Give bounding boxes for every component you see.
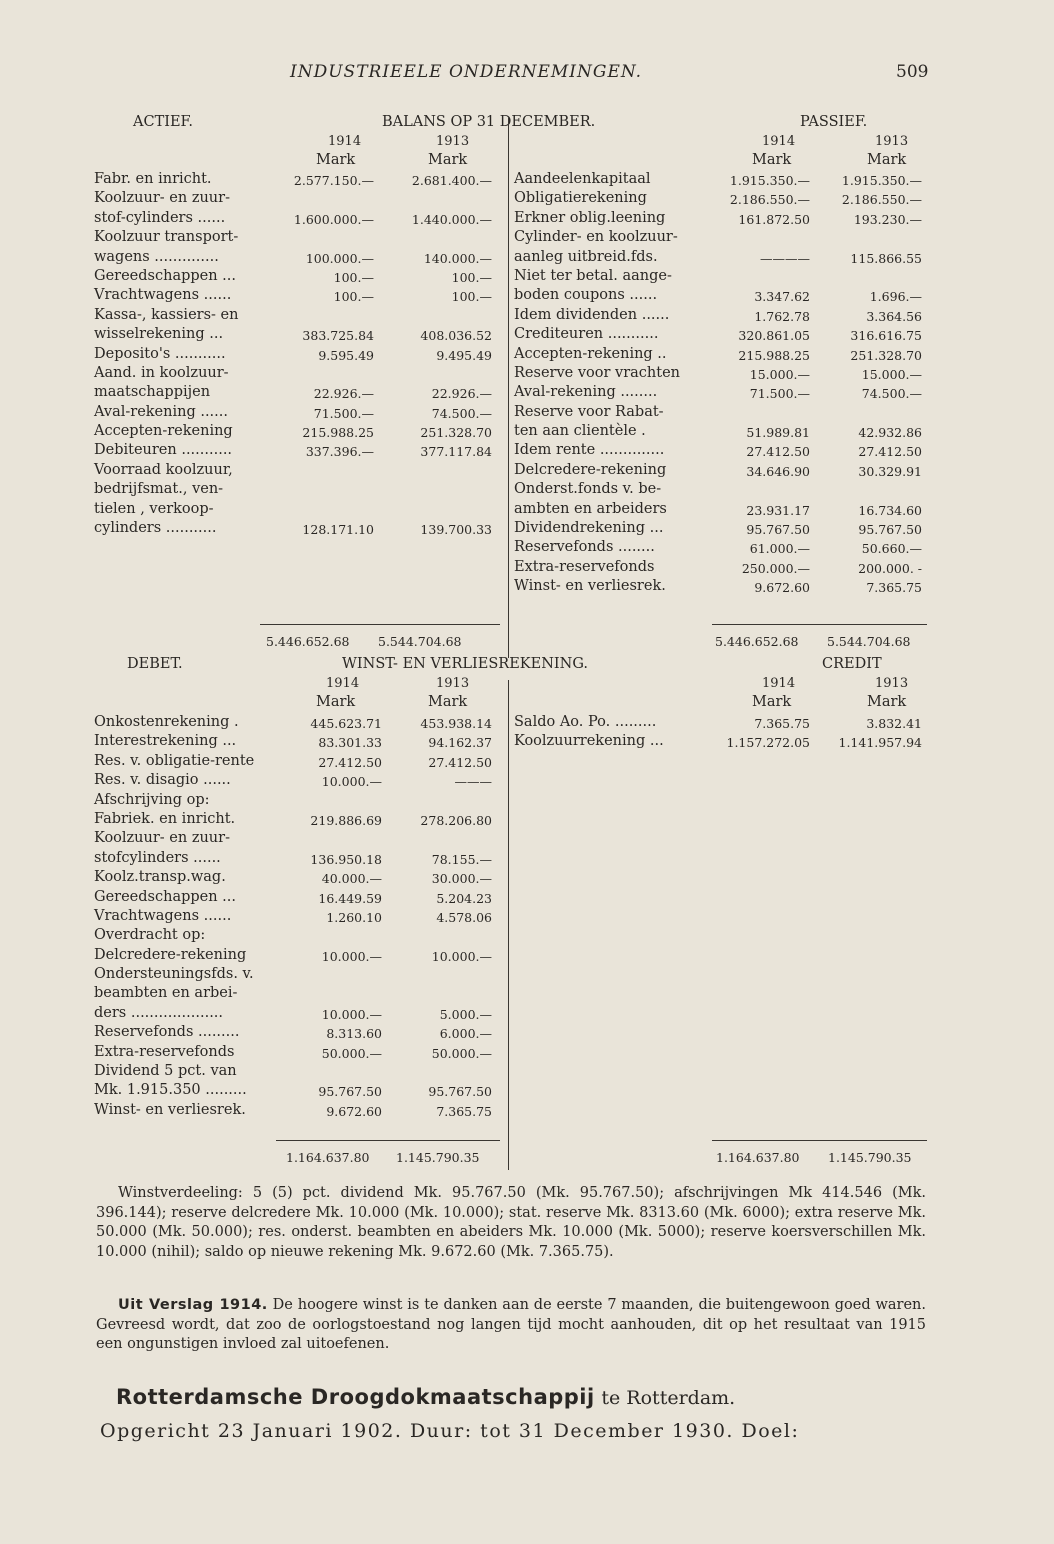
row-label: Koolzuur- en zuur- [94, 830, 230, 847]
row-label: Reserve voor Rabat- [514, 403, 664, 420]
table-row [514, 539, 924, 558]
table-row [94, 1005, 499, 1024]
debet-list [94, 714, 499, 1121]
row-value-1914: 136.950.18 [310, 851, 382, 867]
table-row [94, 249, 499, 268]
winstverdeeling-paragraph: Winstverdeeling: 5 (5) pct. dividend Mk. 95.767.50 (Mk. 95.767.50); afschrijvingen Mk 414.546 (Mk. 396.144); reserve delcredere Mk. 10.000 (Mk. 10.000); stat. reserve Mk. 8313.60 (Mk. 6000); extra reserve Mk. 50.000 (Mk. 50.000); res. onderst. beambten en abeiders Mk. 10.000 (Mk. 5000); reserve koersverschillen Mk. 10.000 (nihil); saldo op nieuwe rekening Mk. 9.672.60 (Mk. 7.365.75). [96, 1185, 926, 1260]
row-value-1913: 94.162.37 [428, 735, 492, 751]
table-row [94, 753, 499, 772]
table-row [514, 249, 924, 268]
company-founding-line: Opgericht 23 Januari 1902. Duur: tot 31 December 1930. Doel: [100, 1420, 800, 1442]
row-label: Mk. 1.915.350 ......... [94, 1082, 247, 1099]
debet-year-1914: 1914 [326, 676, 360, 691]
row-value-1914: 128.171.10 [302, 522, 374, 538]
table-row [514, 171, 924, 190]
row-value-1914: 100.— [333, 269, 374, 285]
row-label: stof-cylinders ...... [94, 209, 226, 226]
table-row [94, 442, 499, 461]
row-value-1913: 100.— [451, 269, 492, 285]
actief-unit-1913: Mark [428, 152, 468, 168]
row-value-1914: 95.767.50 [746, 522, 810, 538]
table-row [94, 501, 499, 520]
row-value-1914: 71.500.— [749, 386, 810, 402]
row-value-1913: 74.500.— [861, 386, 922, 402]
row-label: Reservefonds ........ [514, 539, 655, 556]
row-label: boden coupons ...... [514, 287, 658, 304]
table-row [94, 714, 499, 733]
row-value-1914: 100.000.— [305, 250, 374, 266]
credit-year-1913: 1913 [875, 676, 909, 691]
table-row [94, 462, 499, 481]
table-row [94, 520, 499, 539]
row-value-1914: 1.260.10 [326, 909, 382, 925]
table-row [514, 559, 924, 578]
balans-divider [508, 118, 509, 658]
table-row [94, 346, 499, 365]
row-label: Res. v. disagio ...... [94, 772, 231, 789]
row-value-1914: 9.672.60 [326, 1103, 382, 1119]
actief-heading: ACTIEF. [133, 114, 193, 130]
row-label: stofcylinders ...... [94, 849, 221, 866]
passief-heading: PASSIEF. [800, 114, 868, 130]
row-label: Aval-rekening ...... [94, 403, 228, 420]
row-label: Koolzuurrekening ... [514, 733, 664, 750]
row-value-1914: 320.861.05 [738, 328, 810, 344]
table-row [514, 481, 924, 500]
table-row [94, 733, 499, 752]
row-value-1913: 3.364.56 [866, 308, 922, 324]
row-value-1914: 3.347.62 [754, 289, 810, 305]
credit-unit-1914: Mark [752, 694, 792, 710]
row-value-1914: 95.767.50 [318, 1084, 382, 1100]
row-value-1913: 1.915.350.— [841, 173, 922, 188]
row-label: Koolzuur transport- [94, 229, 239, 246]
table-row [514, 578, 924, 597]
table-row [94, 927, 499, 946]
table-row [94, 1102, 499, 1121]
table-row [514, 229, 924, 248]
table-row [514, 287, 924, 306]
row-label: tielen , verkoop- [94, 500, 214, 517]
table-row [94, 792, 499, 811]
row-label: Kassa-, kassiers- en [94, 306, 239, 323]
actief-unit-1914: Mark [316, 152, 356, 168]
table-row [514, 190, 924, 209]
row-value-1914: 27.412.50 [318, 754, 382, 770]
row-value-1913: 2.186.550.— [841, 192, 922, 208]
row-value-1913: 6.000.— [439, 1026, 492, 1042]
row-value-1914: 2.186.550.— [729, 192, 810, 208]
row-value-1913: 453.938.14 [420, 716, 492, 731]
row-value-1913: 408.036.52 [420, 328, 492, 344]
table-row [94, 1024, 499, 1043]
row-value-1913: 27.412.50 [858, 444, 922, 460]
row-value-1914: ———— [760, 250, 810, 266]
row-label: bedrijfsmat., ven- [94, 481, 224, 498]
debet-unit-1913: Mark [428, 694, 468, 710]
passief-year-1914: 1914 [762, 134, 796, 149]
row-value-1913: 2.681.400.— [411, 173, 492, 188]
debet-total-1913: 1.145.790.35 [396, 1150, 480, 1165]
row-label: Koolzuur- en zuur- [94, 190, 230, 207]
actief-total-1913: 5.544.704.68 [378, 634, 462, 649]
table-row [94, 947, 499, 966]
row-value-1914: 9.595.49 [318, 347, 374, 363]
row-value-1914: 51.989.81 [746, 425, 810, 441]
row-label: ders .................... [94, 1004, 224, 1021]
row-value-1914: 50.000.— [321, 1045, 382, 1061]
table-row [94, 850, 499, 869]
table-row [94, 404, 499, 423]
row-value-1913: 30.329.91 [858, 463, 922, 479]
table-row [94, 171, 499, 190]
table-row [514, 268, 924, 287]
row-value-1913: 251.328.70 [420, 425, 492, 441]
row-label: Deposito's ........... [94, 345, 226, 362]
row-value-1913: 200.000. - [858, 560, 922, 576]
row-label: Winst- en verliesrek. [94, 1101, 246, 1118]
row-label: Aandeelenkapitaal [514, 171, 651, 187]
row-label: Onderst.fonds v. be- [514, 481, 662, 498]
verslag-text: De hoogere winst is te danken aan de eerste 7 maanden, die buitengewoon goed waren. Gevreesd wordt, dat zoo de oorlogstoestand nog langen tijd mocht aanhouden, dit op het resultaat van 1915 een ongunstigen invloed zal uitoefenen. [96, 1297, 926, 1352]
table-row [514, 462, 924, 481]
row-value-1914: 34.646.90 [746, 463, 810, 479]
table-row [94, 210, 499, 229]
row-value-1914: 1.762.78 [754, 308, 810, 324]
row-value-1913: 30.000.— [431, 871, 492, 887]
row-label: Reservefonds ......... [94, 1024, 240, 1041]
actief-list [94, 171, 499, 539]
row-label: Overdracht op: [94, 927, 206, 944]
row-label: cylinders ........... [94, 520, 217, 537]
row-value-1914: 10.000.— [321, 774, 382, 790]
company-place: te Rotterdam. [601, 1387, 736, 1409]
row-value-1913: 42.932.86 [858, 425, 922, 441]
company-name: Rotterdamsche Droogdokmaatschappij [116, 1385, 595, 1409]
company-line [116, 1385, 735, 1409]
row-value-1913: 16.734.60 [858, 502, 922, 518]
table-row [94, 1082, 499, 1101]
table-row [94, 1063, 499, 1082]
table-row [514, 714, 924, 733]
table-row [94, 423, 499, 442]
row-label: aanleg uitbreid.fds. [514, 248, 658, 265]
table-row [514, 326, 924, 345]
table-row [514, 520, 924, 539]
row-value-1913: 4.578.06 [436, 909, 492, 925]
table-row [514, 442, 924, 461]
row-value-1913: 50.000.— [431, 1045, 492, 1061]
debet-year-1913: 1913 [436, 676, 470, 691]
row-label: maatschappijen [94, 384, 211, 401]
row-value-1913: ——— [454, 774, 492, 790]
row-value-1914: 10.000.— [321, 948, 382, 964]
table-row [514, 346, 924, 365]
row-value-1914: 2.577.150.— [293, 173, 374, 188]
row-value-1914: 445.623.71 [310, 716, 382, 731]
row-value-1913: 1.440.000.— [411, 211, 492, 227]
row-value-1913: 100.— [451, 289, 492, 305]
actief-year-1914: 1914 [328, 134, 362, 149]
row-label: Obligatierekening [514, 190, 647, 207]
table-row [514, 384, 924, 403]
row-label: Fabriek. en inricht. [94, 810, 236, 827]
row-value-1913: 5.000.— [439, 1006, 492, 1022]
row-value-1913: 3.832.41 [866, 716, 922, 731]
row-value-1914: 383.725.84 [302, 328, 374, 344]
row-label: ambten en arbeiders [514, 500, 667, 517]
row-label: Dividendrekening ... [514, 520, 664, 537]
row-value-1914: 7.365.75 [754, 716, 810, 731]
actief-total-rule [260, 624, 500, 625]
wv-heading: WINST- EN VERLIESREKENING. [342, 656, 588, 672]
row-value-1914: 15.000.— [749, 366, 810, 382]
verslag-label: Uit Verslag 1914. [118, 1297, 268, 1313]
row-label: beambten en arbei- [94, 985, 238, 1002]
row-label: Aval-rekening ........ [514, 384, 658, 401]
row-label: Aand. in koolzuur- [94, 364, 229, 381]
row-label: Res. v. obligatie-rente [94, 752, 255, 769]
row-value-1913: 139.700.33 [420, 522, 492, 538]
balans-heading: BALANS OP 31 DECEMBER. [382, 114, 596, 130]
row-label: Extra-reservefonds [514, 558, 655, 575]
page-number: 509 [896, 62, 929, 82]
row-label: Crediteuren ........... [514, 326, 659, 343]
row-value-1914: 9.672.60 [754, 580, 810, 596]
row-value-1913: 377.117.84 [420, 444, 492, 460]
row-label: Idem dividenden ...... [514, 306, 670, 323]
row-label: Fabr. en inricht. [94, 171, 212, 187]
credit-total-1914: 1.164.637.80 [716, 1150, 800, 1165]
row-value-1913: 95.767.50 [428, 1084, 492, 1100]
table-row [94, 985, 499, 1004]
row-value-1913: 278.206.80 [420, 812, 492, 828]
row-value-1914: 1.157.272.05 [726, 735, 810, 751]
actief-year-1913: 1913 [436, 134, 470, 149]
passief-total-rule [712, 624, 927, 625]
table-row [514, 307, 924, 326]
row-value-1913: 9.495.49 [436, 347, 492, 363]
row-label: Dividend 5 pct. van [94, 1063, 237, 1080]
row-value-1914: 100.— [333, 289, 374, 305]
row-value-1913: 1.696.— [869, 289, 922, 305]
row-value-1914: 250.000.— [741, 560, 810, 576]
credit-heading: CREDIT [822, 656, 882, 672]
passief-list [514, 171, 924, 598]
passief-unit-1914: Mark [752, 152, 792, 168]
row-label: Reserve voor vrachten [514, 364, 680, 381]
row-label: Debiteuren ........... [94, 442, 233, 459]
row-label: Erkner oblig.leening [514, 209, 666, 226]
verslag-paragraph [96, 1296, 926, 1355]
credit-year-1914: 1914 [762, 676, 796, 691]
row-value-1913: 27.412.50 [428, 754, 492, 770]
table-row [514, 501, 924, 520]
row-value-1913: 10.000.— [431, 948, 492, 964]
row-label: Onkostenrekening . [94, 714, 239, 730]
row-value-1914: 161.872.50 [738, 211, 810, 227]
row-value-1914: 16.449.59 [318, 890, 382, 906]
row-label: Winst- en verliesrek. [514, 578, 666, 595]
table-row [94, 908, 499, 927]
row-label: Cylinder- en koolzuur- [514, 229, 678, 246]
row-value-1913: 78.155.— [431, 851, 492, 867]
table-row [514, 210, 924, 229]
passief-unit-1913: Mark [867, 152, 907, 168]
credit-list [514, 714, 924, 753]
row-value-1913: 15.000.— [861, 366, 922, 382]
row-label: Afschrijving op: [94, 791, 210, 808]
row-value-1913: 251.328.70 [850, 347, 922, 363]
actief-total-1914: 5.446.652.68 [266, 634, 350, 649]
table-row [94, 307, 499, 326]
passief-total-1914: 5.446.652.68 [715, 634, 799, 649]
row-value-1913: 193.230.— [853, 211, 922, 227]
debet-unit-1914: Mark [316, 694, 356, 710]
row-value-1913: 50.660.— [861, 541, 922, 557]
running-header: INDUSTRIEELE ONDERNEMINGEN. [290, 62, 643, 82]
debet-heading: DEBET. [127, 656, 183, 672]
row-label: Vrachtwagens ...... [94, 907, 232, 924]
row-value-1914: 23.931.17 [746, 502, 810, 518]
row-value-1914: 1.915.350.— [729, 173, 810, 188]
table-row [94, 190, 499, 209]
table-row [94, 772, 499, 791]
table-row [94, 811, 499, 830]
table-row [94, 326, 499, 345]
wv-divider [508, 680, 509, 1170]
table-row [94, 1044, 499, 1063]
row-value-1914: 215.988.25 [738, 347, 810, 363]
row-value-1914: 83.301.33 [318, 735, 382, 751]
row-value-1914: 27.412.50 [746, 444, 810, 460]
row-value-1913: 74.500.— [431, 405, 492, 421]
row-value-1914: 71.500.— [313, 405, 374, 421]
row-label: Vrachtwagens ...... [94, 287, 232, 304]
credit-total-rule [712, 1140, 927, 1141]
table-row [514, 404, 924, 423]
row-value-1913: 5.204.23 [436, 890, 492, 906]
row-value-1914: 61.000.— [749, 541, 810, 557]
row-label: wisselrekening ... [94, 326, 224, 343]
table-row [94, 384, 499, 403]
row-label: Extra-reservefonds [94, 1043, 235, 1060]
row-value-1913: 22.926.— [431, 386, 492, 402]
table-row [94, 365, 499, 384]
row-label: Gereedschappen ... [94, 888, 237, 905]
row-value-1913: 1.141.957.94 [838, 735, 922, 751]
row-label: Niet ter betal. aange- [514, 267, 672, 284]
row-value-1913: 7.365.75 [436, 1103, 492, 1119]
table-row [514, 733, 924, 752]
row-value-1914: 337.396.— [305, 444, 374, 460]
row-label: Gereedschappen ... [94, 267, 237, 284]
table-row [94, 966, 499, 985]
debet-total-1914: 1.164.637.80 [286, 1150, 370, 1165]
table-row [514, 365, 924, 384]
table-row [514, 423, 924, 442]
table-row [94, 830, 499, 849]
row-label: Idem rente .............. [514, 442, 665, 459]
row-label: Accepten-rekening .. [514, 345, 667, 362]
table-row [94, 869, 499, 888]
passief-year-1913: 1913 [875, 134, 909, 149]
row-value-1913: 7.365.75 [866, 580, 922, 596]
row-label: Delcredere-rekening [514, 461, 667, 478]
row-value-1913: 140.000.— [423, 250, 492, 266]
table-row [94, 268, 499, 287]
row-value-1914: 10.000.— [321, 1006, 382, 1022]
row-label: Voorraad koolzuur, [94, 461, 233, 478]
row-label: Koolz.transp.wag. [94, 869, 226, 886]
table-row [94, 481, 499, 500]
table-row [94, 229, 499, 248]
row-value-1914: 8.313.60 [326, 1026, 382, 1042]
row-value-1914: 215.988.25 [302, 425, 374, 441]
row-value-1914: 22.926.— [313, 386, 374, 402]
row-value-1913: 316.616.75 [850, 328, 922, 344]
row-value-1914: 1.600.000.— [293, 211, 374, 227]
credit-total-1913: 1.145.790.35 [828, 1150, 912, 1165]
row-label: Saldo Ao. Po. ......... [514, 714, 657, 730]
row-value-1913: 95.767.50 [858, 522, 922, 538]
table-row [94, 287, 499, 306]
row-label: Accepten-rekening [94, 423, 233, 440]
row-value-1914: 219.886.69 [310, 812, 382, 828]
row-label: Ondersteuningsfds. v. [94, 966, 254, 983]
debet-total-rule [276, 1140, 500, 1141]
row-label: wagens .............. [94, 248, 219, 265]
credit-unit-1913: Mark [867, 694, 907, 710]
row-label: Interestrekening ... [94, 733, 237, 750]
row-value-1914: 40.000.— [321, 871, 382, 887]
table-row [94, 889, 499, 908]
row-label: ten aan clientèle . [514, 423, 646, 440]
row-value-1913: 115.866.55 [850, 250, 922, 266]
passief-total-1913: 5.544.704.68 [827, 634, 911, 649]
row-label: Delcredere-rekening [94, 946, 247, 963]
